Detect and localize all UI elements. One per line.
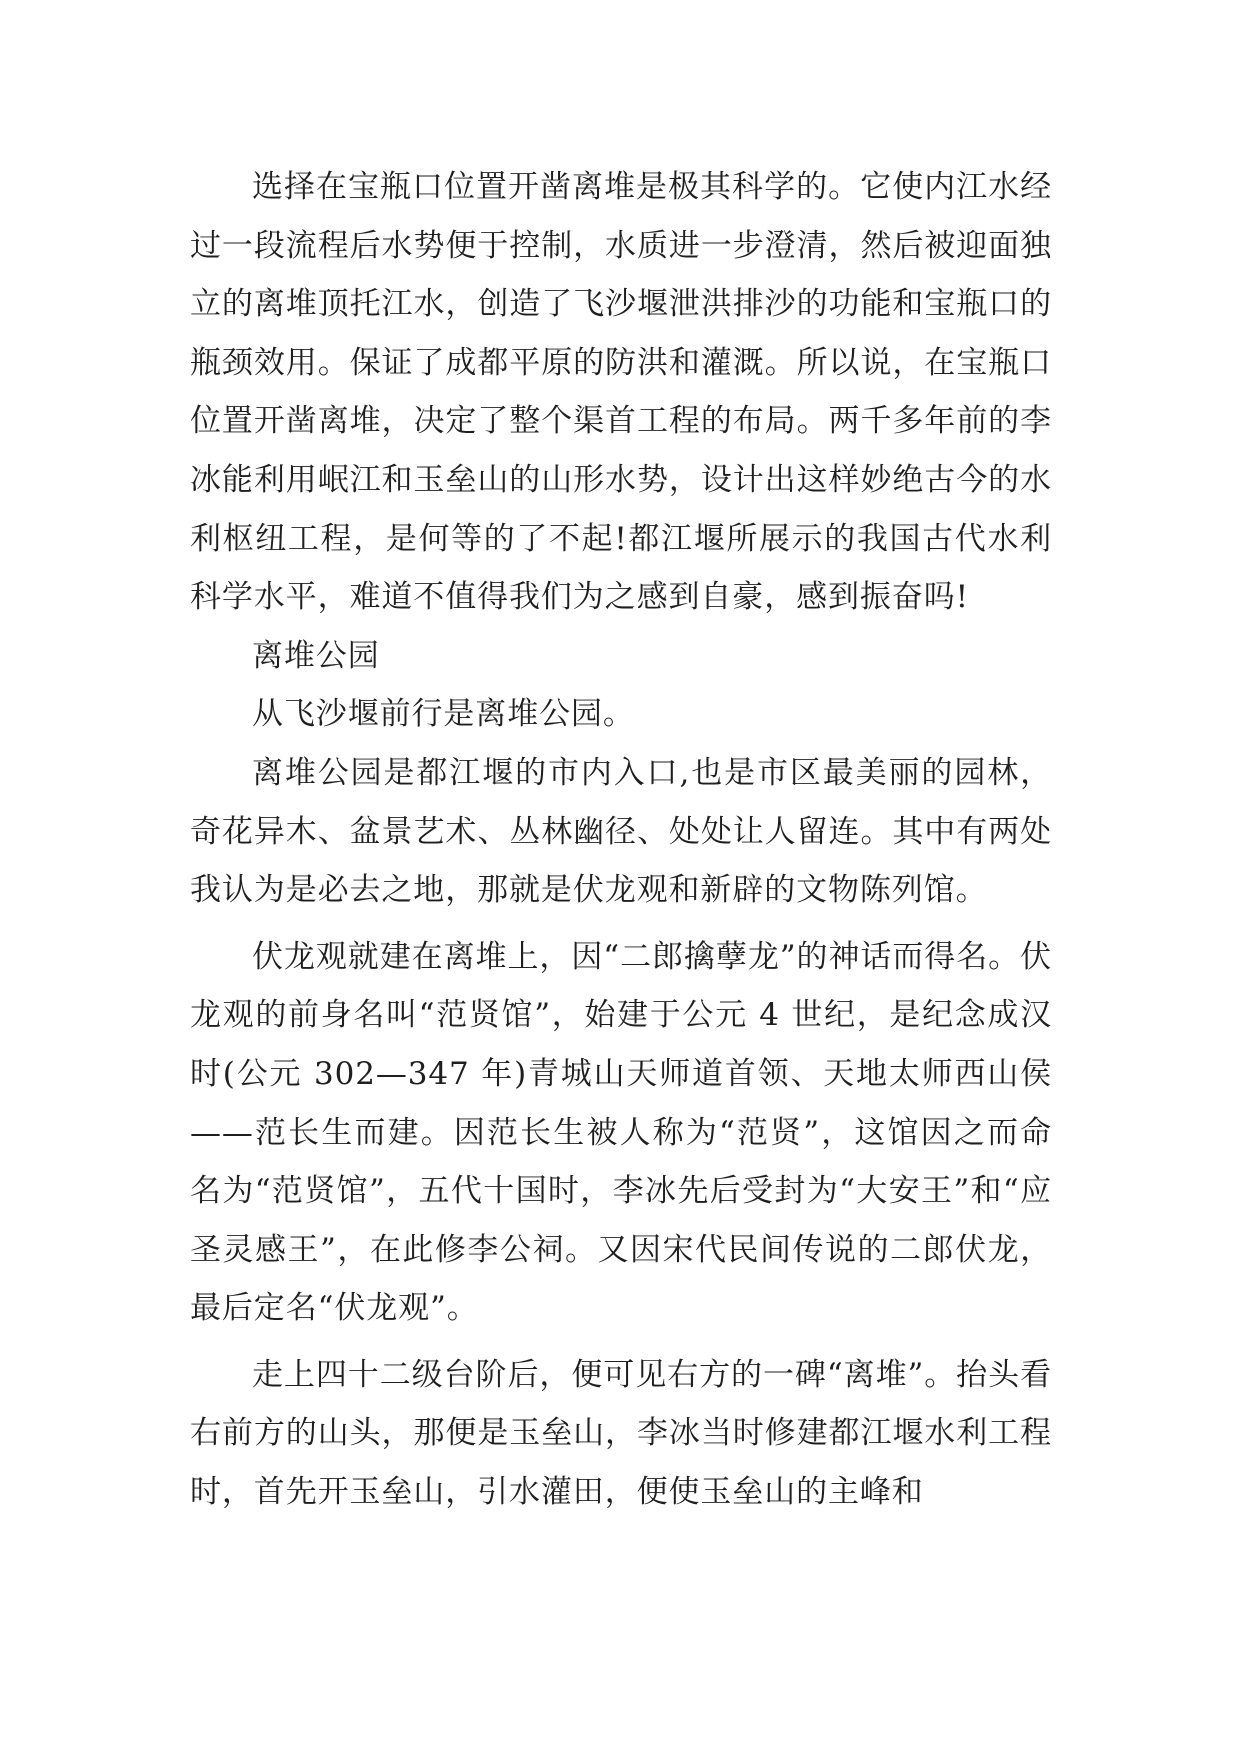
paragraph-baopingkou: 选择在宝瓶口位置开凿离堆是极其科学的。它使内江水经过一段流程后水势便于控制，水质进一步澄清，然后被迎面独立的离堆顶托江水，创造了飞沙堰泄洪排沙的功能和宝瓶口的瓶颈效用。保证了成都平原的防洪和灌溉。所以说，在宝瓶口位置开凿离堆，决定了整个渠首工程的布局。两千多年前的李冰能利用岷江和玉垒山的山形水势，设计出这样妙绝古今的水利枢纽工程，是何等的了不起!都江堰所展示的我国古代水利科学水平，难道不值得我们为之感到自豪，感到振奋吗! xyxy=(190,169,1052,616)
paragraph-stone-steps: 走上四十二级台阶后，便可见右方的一碑“离堆”。抬头看右前方的山头，那便是玉垒山，李冰当时修建都江堰水利工程时，首先开玉垒山，引水灌田，便使玉垒山的主峰和 xyxy=(190,1356,1052,1511)
paragraph-from-feishayan: 从飞沙堰前行是离堆公园。 xyxy=(252,696,635,733)
paragraph-fulongguan: 伏龙观就建在离堆上，因“二郎擒孽龙”的神话而得名。伏龙观的前身名叫“范贤馆”，始建于公元 4 世纪，是纪念成汉时(公元 302—347 年)青城山天师道首领、天地太师西山侯——范长生而建。因范长生被人称为“范贤”，这馆因之而命名为“范贤馆”，五代十国时，李冰先后受封为“大安王”和“应圣灵感王”，在此修李公祠。又因宋代民间传说的二郎伏龙，最后定名“伏龙观”。 xyxy=(190,938,1052,1327)
document-page xyxy=(190,158,1052,1522)
paragraph-park-entrance: 离堆公园是都江堰的市内入口,也是市区最美丽的园林，奇花异木、盆景艺术、丛林幽径、处处让人留连。其中有两处我认为是必去之地，那就是伏龙观和新辟的文物陈列馆。 xyxy=(190,754,1052,909)
section-heading-lidui-park: 离堆公园 xyxy=(252,637,380,674)
